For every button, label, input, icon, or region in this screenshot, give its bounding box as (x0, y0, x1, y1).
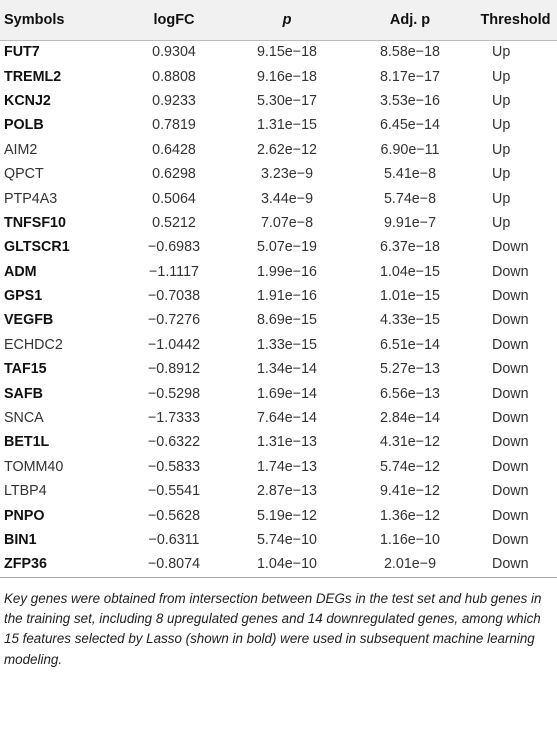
gene-symbol: PTP4A3 (4, 190, 58, 207)
gene-symbol: BET1L (4, 434, 50, 451)
table-row (0, 430, 557, 454)
table-row (0, 113, 557, 137)
gene-symbol: GPS1 (4, 288, 43, 305)
threshold-value: Down (492, 263, 529, 280)
p-value: 8.69e−15 (256, 312, 318, 329)
adj-p-value: 4.33e−15 (379, 312, 441, 329)
threshold-value: Down (492, 483, 529, 500)
adj-p-value: 5.74e−8 (383, 190, 437, 207)
table-bottom-rule (0, 577, 557, 578)
table-row (0, 357, 557, 381)
logfc-value: −0.5628 (147, 507, 201, 524)
gene-symbol: ADM (4, 263, 37, 280)
adj-p-value: 6.37e−18 (379, 239, 441, 256)
threshold-value: Up (492, 190, 511, 207)
p-value: 3.44e−9 (260, 190, 314, 207)
p-value: 1.34e−14 (256, 361, 318, 378)
header-threshold: Threshold (474, 0, 557, 40)
table-row (0, 552, 557, 576)
p-value: 1.33e−15 (256, 336, 318, 353)
gene-symbol: VEGFB (4, 312, 54, 329)
threshold-value: Down (492, 507, 529, 524)
adj-p-value: 1.04e−15 (379, 263, 441, 280)
threshold-value: Up (492, 92, 511, 109)
logfc-value: −0.5541 (147, 483, 201, 500)
p-value: 1.99e−16 (256, 263, 318, 280)
gene-symbol: SNCA (4, 410, 44, 427)
logfc-value: 0.7819 (152, 117, 196, 134)
logfc-value: 0.8808 (152, 68, 196, 85)
logfc-value: −1.0442 (147, 336, 201, 353)
logfc-value: −0.7276 (147, 312, 201, 329)
header-p (228, 0, 346, 40)
table-caption: Key genes were obtained from intersection between DEGs in the test set and hub genes in the training set, including 8 upregulated genes and 14 downregulated genes, among which 15 features selected by Lasso (shown in bold) were used in subsequent machine learning modeling. (4, 590, 542, 667)
threshold-value: Down (492, 410, 529, 427)
threshold-value: Down (492, 458, 529, 475)
table-row (0, 503, 557, 527)
threshold-value: Up (492, 117, 511, 134)
logfc-value: −0.6311 (148, 532, 200, 548)
p-value: 1.69e−14 (256, 385, 318, 402)
p-value: 2.62e−12 (256, 141, 318, 158)
p-value: 1.31e−13 (256, 434, 318, 451)
header-adj-p-text: Adj. p (389, 11, 431, 28)
gene-symbol: KCNJ2 (4, 92, 51, 109)
adj-p-value: 2.01e−9 (383, 556, 437, 573)
threshold-value: Down (492, 385, 529, 402)
p-value: 5.30e−17 (256, 92, 318, 109)
p-value: 7.07e−8 (260, 214, 314, 231)
gene-symbol: ZFP36 (4, 556, 47, 573)
gene-symbol: QPCT (4, 166, 44, 183)
table-row (0, 162, 557, 186)
logfc-value: 0.6298 (152, 166, 196, 183)
adj-p-value: 5.27e−13 (379, 361, 441, 378)
gene-symbol: BIN1 (4, 532, 37, 548)
adj-p-value: 4.31e−12 (379, 434, 441, 451)
adj-p-value: 2.84e−14 (379, 410, 441, 427)
adj-p-value: 8.58e−18 (379, 44, 441, 61)
threshold-value: Up (492, 166, 511, 183)
p-value: 1.91e−16 (256, 288, 318, 305)
table-row (0, 406, 557, 430)
table-row (0, 528, 557, 552)
logfc-value: 0.5212 (152, 214, 196, 231)
p-value: 3.23e−9 (260, 166, 314, 183)
threshold-value: Up (492, 68, 511, 85)
gene-symbol: POLB (4, 117, 44, 134)
adj-p-value: 6.45e−14 (379, 117, 441, 134)
p-value: 1.31e−15 (256, 117, 318, 134)
adj-p-value: 1.36e−12 (379, 507, 441, 524)
logfc-value: 0.6428 (152, 141, 196, 158)
threshold-value: Down (492, 336, 529, 353)
adj-p-value: 8.17e−17 (379, 68, 441, 85)
p-value: 5.07e−19 (256, 239, 318, 256)
adj-p-value: 9.41e−12 (379, 483, 441, 500)
logfc-value: −0.7038 (147, 288, 201, 305)
logfc-value: 0.9304 (152, 44, 196, 61)
adj-p-value: 9.91e−7 (383, 214, 437, 231)
threshold-value: Down (492, 239, 529, 256)
gene-symbol: SAFB (4, 385, 43, 402)
threshold-value: Down (492, 288, 529, 305)
table-row (0, 479, 557, 503)
p-value: 1.04e−10 (256, 556, 318, 573)
threshold-value: Up (492, 214, 511, 231)
header-p-text: p (282, 11, 292, 28)
header-symbols: Symbols (0, 0, 120, 40)
table-row (0, 455, 557, 479)
adj-p-value: 1.16e−10 (379, 532, 441, 548)
header-logfc: logFC (120, 0, 228, 40)
table-row (0, 235, 557, 259)
threshold-value: Down (492, 361, 529, 378)
table-row (0, 260, 557, 284)
adj-p-value: 3.53e−16 (379, 92, 441, 109)
table-row (0, 138, 557, 162)
threshold-value: Up (492, 44, 511, 61)
logfc-value: −0.8912 (147, 361, 201, 378)
gene-symbol: PNPO (4, 507, 45, 524)
gene-symbol: LTBP4 (4, 483, 47, 500)
table-row (0, 89, 557, 113)
logfc-value: −0.5298 (147, 385, 201, 402)
gene-symbol: TNFSF10 (4, 214, 66, 231)
logfc-value: −0.5833 (147, 458, 201, 475)
header-row (0, 0, 557, 40)
table-row (0, 284, 557, 308)
threshold-value: Down (492, 556, 529, 573)
logfc-value: −1.7333 (147, 410, 201, 427)
header-adj-p (346, 0, 474, 40)
logfc-value: 0.9233 (152, 92, 196, 109)
table-header (0, 0, 557, 40)
adj-p-value: 5.41e−8 (383, 166, 437, 183)
logfc-value: −0.6322 (147, 434, 201, 451)
table-row (0, 211, 557, 235)
table-row (0, 186, 557, 210)
gene-symbol: GLTSCR1 (4, 239, 70, 256)
table-row (0, 64, 557, 88)
adj-p-value: 6.51e−14 (379, 336, 441, 353)
gene-symbol: TREML2 (4, 68, 62, 85)
table-body (0, 40, 557, 577)
p-value: 9.15e−18 (256, 44, 318, 61)
p-value: 7.64e−14 (256, 410, 318, 427)
p-value: 5.74e−10 (256, 532, 318, 548)
gene-symbol: ECHDC2 (4, 336, 63, 353)
p-value: 2.87e−13 (256, 483, 318, 500)
gene-symbol: AIM2 (4, 141, 38, 158)
table-row (0, 333, 557, 357)
adj-p-value: 6.90e−11 (380, 141, 440, 158)
table-row (0, 40, 557, 64)
adj-p-value: 1.01e−15 (379, 288, 441, 305)
threshold-value: Down (492, 312, 529, 329)
logfc-value: −1.1117 (149, 263, 199, 280)
gene-symbol: TAF15 (4, 361, 47, 378)
gene-symbol: TOMM40 (4, 458, 64, 475)
adj-p-value: 5.74e−12 (379, 458, 441, 475)
table-row (0, 308, 557, 332)
logfc-value: −0.6983 (147, 239, 201, 256)
adj-p-value: 6.56e−13 (379, 385, 441, 402)
threshold-value: Up (492, 141, 511, 158)
p-value: 1.74e−13 (256, 458, 318, 475)
threshold-value: Down (492, 434, 529, 451)
logfc-value: 0.5064 (152, 190, 196, 207)
p-value: 9.16e−18 (256, 68, 318, 85)
gene-symbol: FUT7 (4, 44, 40, 61)
table-row (0, 381, 557, 405)
logfc-value: −0.8074 (147, 556, 201, 573)
threshold-value: Down (492, 532, 529, 548)
p-value: 5.19e−12 (256, 507, 318, 524)
